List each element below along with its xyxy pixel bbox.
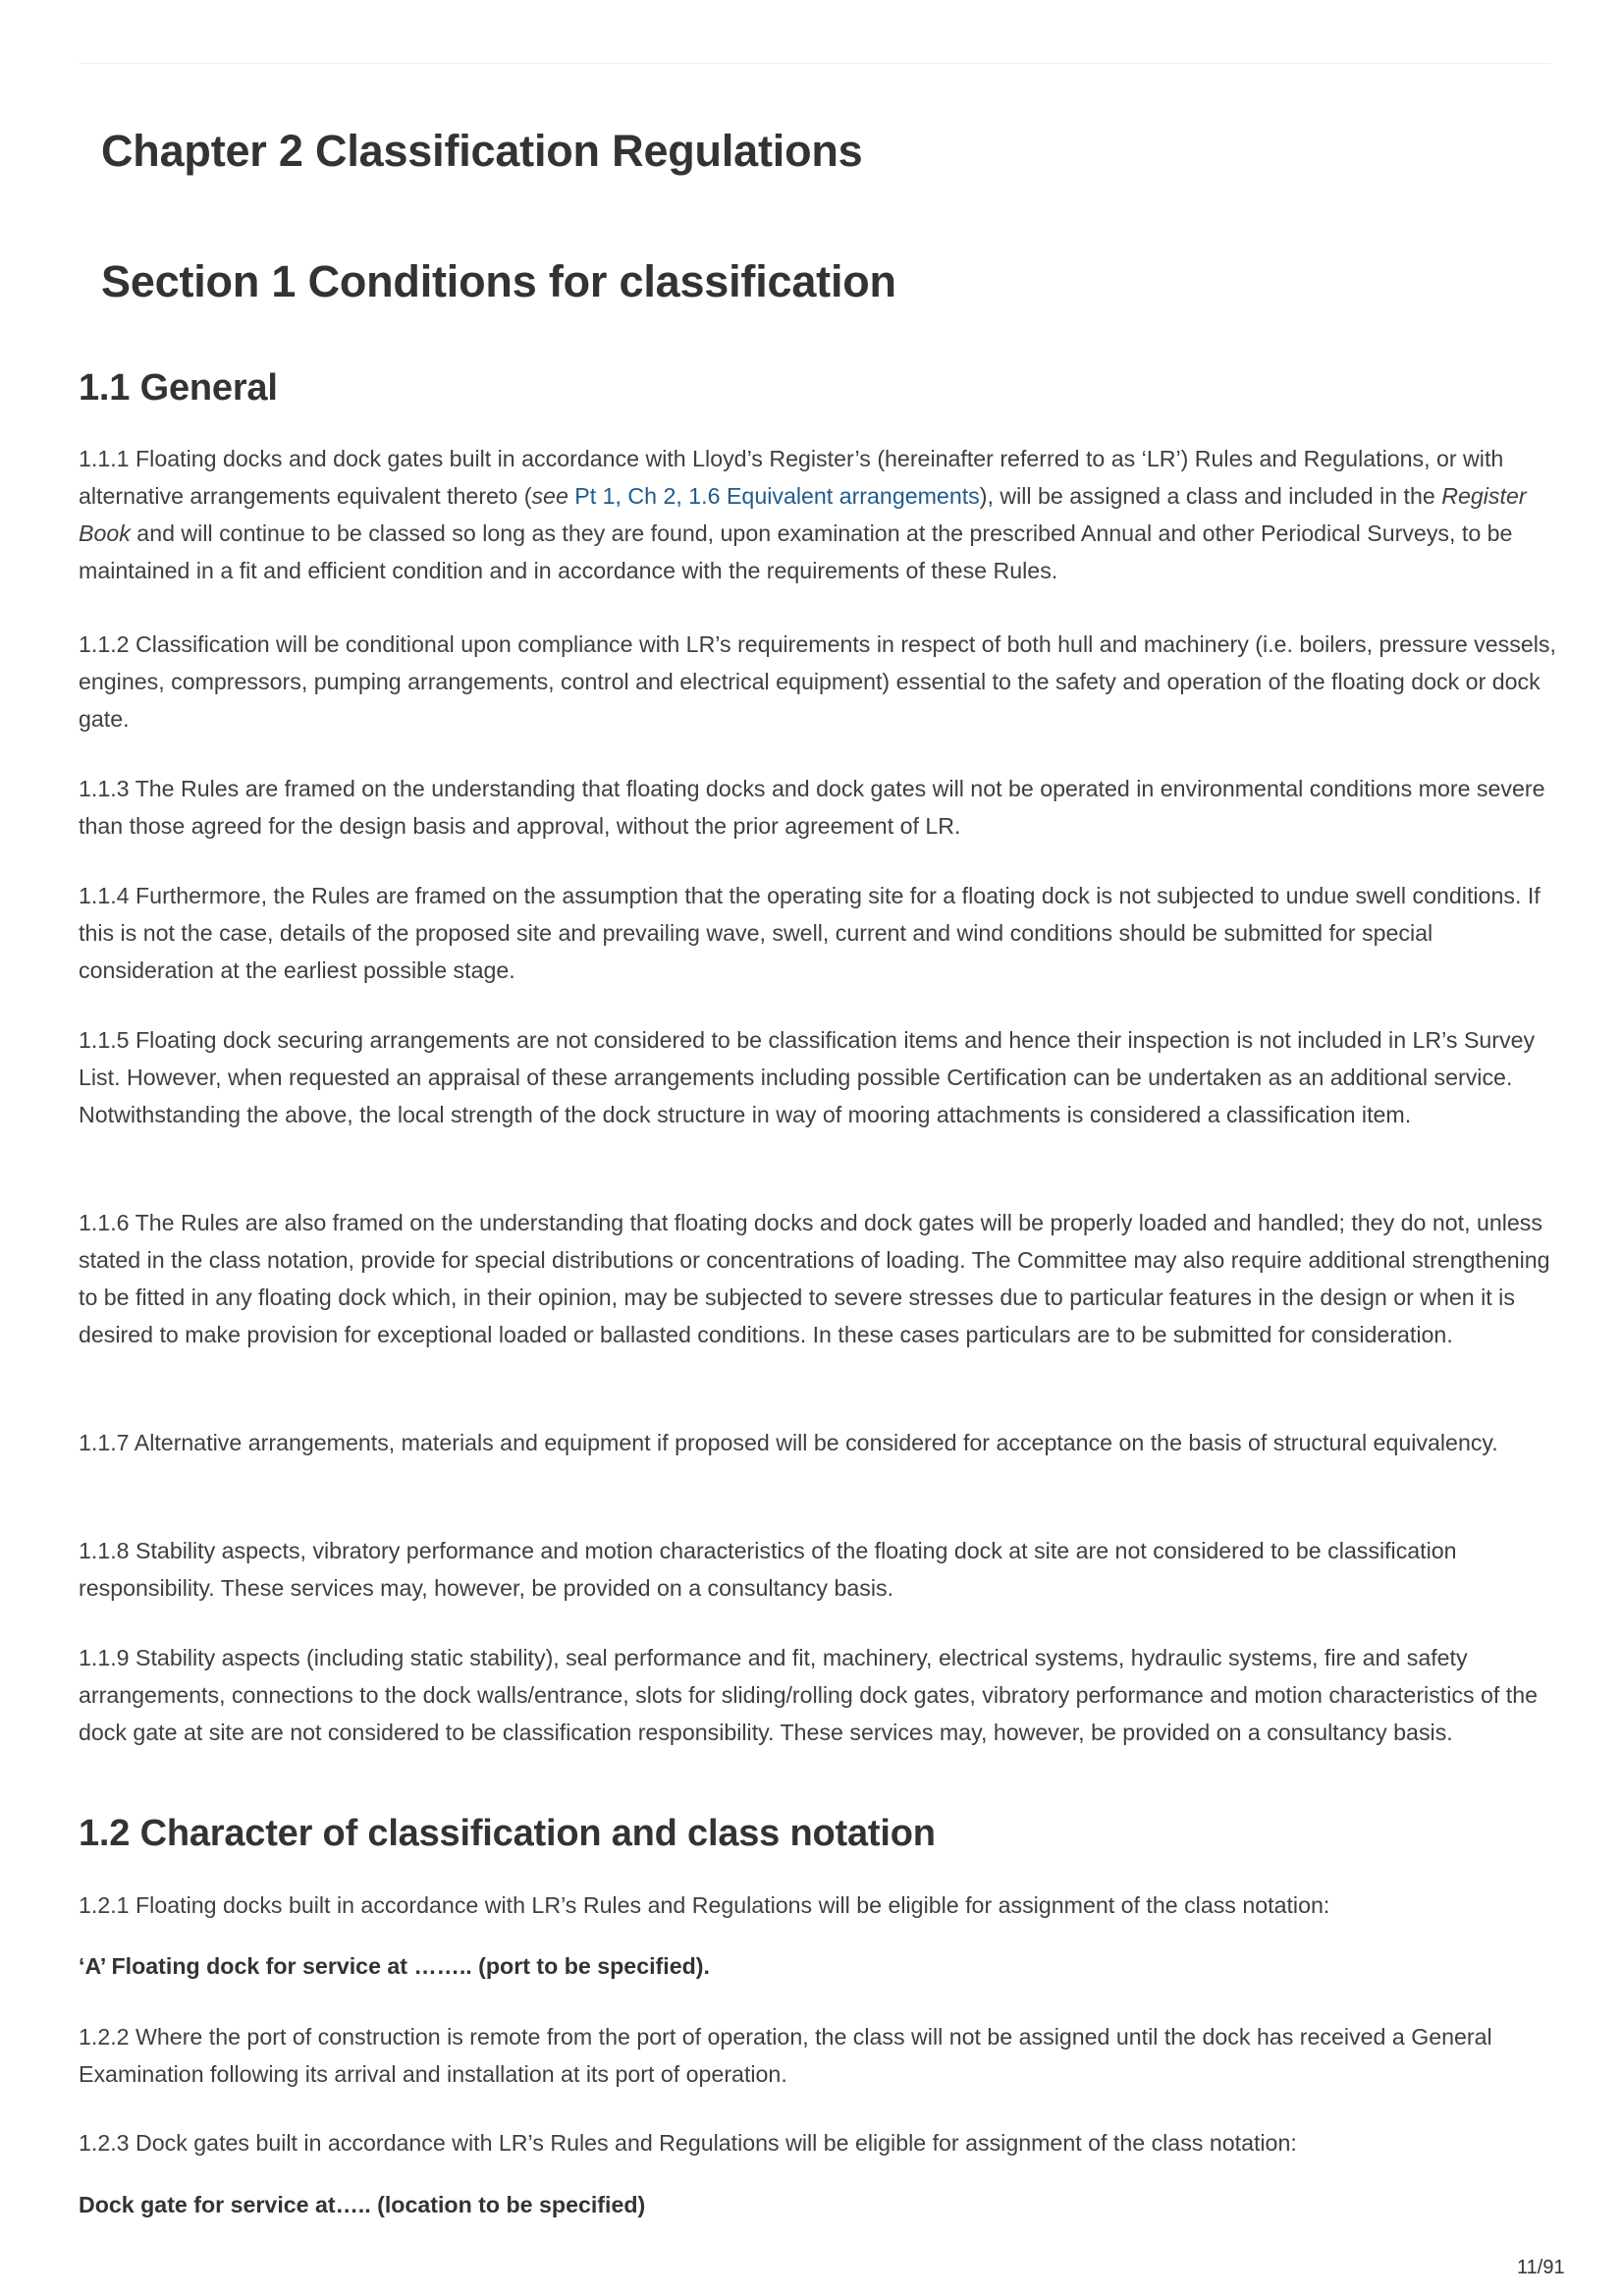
equivalent-arrangements-link[interactable]: Pt 1, Ch 2, 1.6 Equivalent arrangements [574,483,980,509]
p111-text-c: and will continue to be classed so long as they are found, upon examination at the prescribed Annual and other Periodical Surveys, to be maintained in a fit and efficient condition and in accordance with the requirements of these Rules. [79,520,1513,583]
heading-1-2: 1.2 Character of classification and class notation [79,1813,936,1854]
paragraph-1-2-3: 1.2.3 Dock gates built in accordance with LR’s Rules and Regulations will be eligible for assignment of the class notation: [79,2130,1297,2156]
p111-see: see [531,483,568,509]
page-number: 11/91 [1517,2257,1565,2278]
register-book-text: Register Book [79,483,1527,546]
paragraph-1-1-8: 1.1.8 Stability aspects, vibratory performance and motion characteristics of the floating dock at site are not considered to be classification responsibility. These services may, however, be provided on a consultancy basis. [79,1538,1457,1601]
heading-1-1: 1.1 General [79,367,278,409]
paragraph-1-1-9: 1.1.9 Stability aspects (including static stability), seal performance and fit, machinery, electrical systems, hydraulic systems, fire and safety arrangements, connections to the dock walls/entrance, slots for sliding/rolling dock gates, vibratory performance and motion characteristics of the dock gate at site are not considered to be classification responsibility. These services may, however, be provided on a consultancy basis. [79,1645,1539,1745]
paragraph-1-2-2: 1.2.2 Where the port of construction is remote from the port of operation, the class will not be assigned until the dock has received a General Examination following its arrival and installation at its port of operation. [79,2024,1492,2087]
top-divider [79,63,1551,64]
p111-text-a: 1.1.1 Floating docks and dock gates built in accordance with Lloyd’s Register’s (hereinafter referred to as ‘LR’) Rules and Regulations, or with alternative arrangements equivalent thereto ( [79,446,1504,509]
paragraph-1-1-6: 1.1.6 The Rules are also framed on the understanding that floating docks and dock gates will be properly loaded and handled; they do not, unless stated in the class notation, provide for special distributions or concentrations of loading. The Committee may also require additional strengthening to be fitted in any floating dock which, in their opinion, may be subjected to severe stresses due to particular features in the design or when it is desired to make provision for exceptional loaded or ballasted conditions. In these cases particulars are to be submitted for consideration. [79,1210,1550,1347]
paragraph-1-1-5: 1.1.5 Floating dock securing arrangements are not considered to be classification items and hence their inspection is not included in LR’s Survey List. However, when requested an appraisal of these arrangements including possible Certification can be undertaken as an additional service. Notwithstanding the above, the local strength of the dock structure in way of mooring attachments is considered a classification item. [79,1027,1536,1127]
class-notation-floating-dock: ‘A’ Floating dock for service at …….. (port to be specified). [79,1953,710,1979]
paragraph-1-1-4: 1.1.4 Furthermore, the Rules are framed on the assumption that the operating site for a floating dock is not subjected to undue swell conditions. If this is not the case, details of the proposed site and prevailing wave, swell, current and wind conditions should be submitted for special consideration at the earliest possible stage. [79,883,1541,983]
class-notation-dock-gate: Dock gate for service at….. (location to be specified) [79,2192,646,2217]
paragraph-1-1-2: 1.1.2 Classification will be conditional upon compliance with LR’s requirements in respect of both hull and machinery (i.e. boilers, pressure vessels, engines, compressors, pumping arrangements, control and electrical equipment) essential to the safety and operation of the floating dock or dock gate. [79,631,1556,732]
chapter-title: Chapter 2 Classification Regulations [101,126,863,176]
p111-text-b: ), will be assigned a class and included in the [979,483,1442,509]
paragraph-1-2-1: 1.2.1 Floating docks built in accordance with LR’s Rules and Regulations will be eligible for assignment of the class notation: [79,1892,1330,1918]
section-title: Section 1 Conditions for classification [101,256,896,306]
paragraph-1-1-3: 1.1.3 The Rules are framed on the understanding that floating docks and dock gates will not be operated in environmental conditions more severe than those agreed for the design basis and approval, without the prior agreement of LR. [79,776,1545,839]
paragraph-1-1-7: 1.1.7 Alternative arrangements, materials and equipment if proposed will be considered for acceptance on the basis of structural equivalency. [79,1430,1498,1455]
paragraph-1-1-1 [79,440,1561,589]
